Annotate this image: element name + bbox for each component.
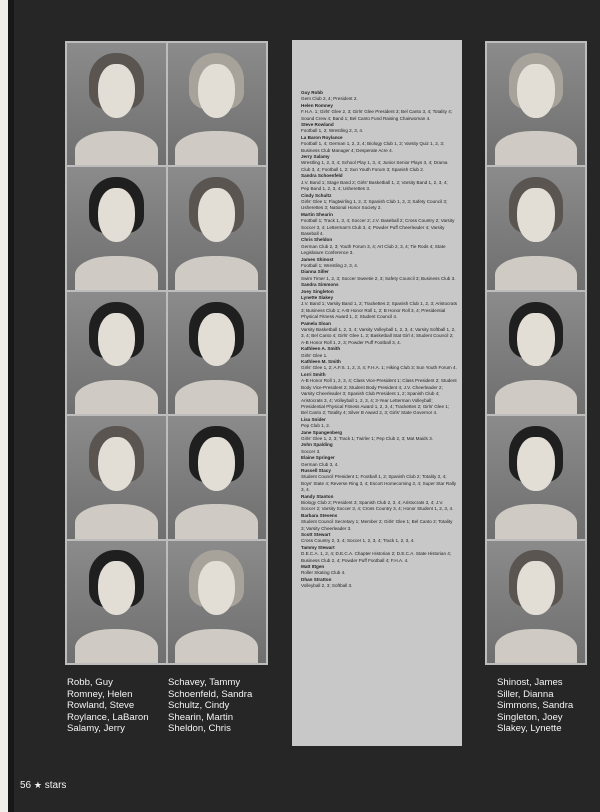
entry-text: Football 1, 4; German 1, 2, 3, 4; Biology Club 1, 2; Varsity Quiz 1, 2, 3; Business Club Manager 4; Desperate Acre 4. xyxy=(301,141,445,153)
entry-name: Elaine Springer xyxy=(301,455,335,461)
student-name: Slakey, Lynette xyxy=(497,723,562,735)
portrait-photo xyxy=(168,416,267,538)
portrait-photo xyxy=(67,43,166,165)
entry-name: Lynette Slakey xyxy=(301,295,334,300)
entry-name: Helen Romney xyxy=(301,102,333,108)
entry-text: Soccer 3. xyxy=(301,448,321,454)
activity-entry xyxy=(301,173,457,192)
portrait-photo xyxy=(168,43,267,165)
page-edge xyxy=(0,0,8,812)
activity-entry xyxy=(301,359,457,372)
activity-entry xyxy=(301,417,457,430)
student-name: Sheldon, Chris xyxy=(168,723,231,735)
portrait-photo xyxy=(487,43,585,165)
section-name: stars xyxy=(44,780,67,791)
entry-text: Girls' Glee 1; Flagtwirling 1, 2, 3; Spanish Club 1, 2, 3; Safety Council 3; Usherettes 3; National Honor Society 2. xyxy=(301,198,448,211)
entry-text: Football 1, 2; Wrestling 2, 3, 4. xyxy=(301,128,364,134)
photo-grid-left xyxy=(65,41,268,665)
entry-text: J.V. Band 1; Varsity Band 1, 2; Trackettes 2; Spanish Club 1, 2, 3; Aristocrats 3; Business Club 1; A-B Honor Roll 1, 2; B Honor Roll 3, 4; Presidential Physical Fitness Award 1, 2; Student Council 4. xyxy=(301,301,458,320)
entry-text: German Club 2, 3; Youth Forum 3, 4; Art Club 2, 3, 4; Tie Rods 4; State Legislature Conference 3. xyxy=(301,243,446,256)
entry-text: Roller Skating Club 4. xyxy=(301,570,346,576)
activity-entry xyxy=(301,564,457,577)
student-name: Rowland, Steve xyxy=(67,700,135,712)
student-name: Salamy, Jerry xyxy=(67,723,125,735)
entry-name: James Shinost xyxy=(301,256,334,262)
entry-text: A-B Honor Roll 1, 2, 3, 4; Class Vice-President 1; Class President 2; Student Body Vice-President 2; Student Body President 4; J.V. Cheerleader 2; Varsity Cheerleader 3; Spanish Club President 1, 2; Spanish Club 4; Aristocrats 3, 4; Volleyball 1, 2, 3, 4; 3-Year Letterman Volleyball; Presidential Physical Fitness Award 1, 2, 3, 4; Trackettes 2; Girls' Glee 1; Bel Canto 2; Totality 4; Silver B Award 2, 3; Girls' State Governor 4. xyxy=(301,378,457,416)
name-list-left-2 xyxy=(168,677,252,735)
entry-name: Barbara Stevens xyxy=(301,512,338,518)
entry-text: Girls' Glee 1. xyxy=(301,352,328,358)
photo-grid-right xyxy=(485,41,587,665)
entry-name: Chris Sheldon xyxy=(301,237,333,243)
entry-name: Matt Ittgen xyxy=(301,564,325,570)
entry-name: Pamela Sloan xyxy=(301,320,331,326)
entry-text: Biology Club 2; President 3; Spanish Club 2, 3, 4; Aristocrats 3, 4; J.V. Soccer 2; Varsity Soccer 3, 4; Cross Country 3, 4; Honor Student 1, 2, 3, 4. xyxy=(301,500,454,512)
entry-text: Wrestling 1, 2, 3, 4; School Play 1, 3, 4; Junior Senior Plays 3, 4; Drama Club 3, 4; Football 1, 2; Sun Youth Forum 3; Spanish Club 2. xyxy=(301,160,448,172)
entry-name: Cindy Schultz xyxy=(301,192,332,198)
entry-text: Pep Club 1, 2. xyxy=(301,423,331,429)
activity-entry xyxy=(301,455,457,468)
page-number: 56 xyxy=(20,780,32,791)
entry-name: La Baron Roylance xyxy=(301,134,343,140)
activity-entry xyxy=(301,532,457,545)
student-name: Siller, Dianna xyxy=(497,688,554,700)
entry-name: Sandra Schoenfeld xyxy=(301,173,343,179)
portrait-photo xyxy=(168,167,267,289)
activity-entry xyxy=(301,237,457,256)
activity-entry xyxy=(301,257,457,270)
activity-entry xyxy=(301,430,457,443)
student-name: Shearin, Martin xyxy=(168,711,234,723)
entry-name: John Spalding xyxy=(301,442,333,448)
entry-text: Student Council Secretary 1; Member 2; Girls' Glee 1; Bel Canto 2; Totality 3; Varsity Cheerleader 3. xyxy=(301,519,453,531)
entry-text: Gem Club 2, 4; President 2. xyxy=(301,96,358,102)
activity-entry xyxy=(301,193,457,212)
entry-text: Football 1; Track 1, 3, 4; Soccer 2; J.V. Baseball 2; Cross Country 2; Varsity Soccer 3, 4; Letterman's Club 3, 4; Powder Puff Cheerleader 4; Varsity Baseball 4. xyxy=(301,218,455,236)
student-name: Schultz, Cindy xyxy=(168,700,230,712)
entry-name: Scott Stewart xyxy=(301,532,331,538)
activity-entry xyxy=(301,295,457,321)
activity-entry xyxy=(301,135,457,154)
entry-text: Girls' Glee 1, 2, 3; Track 1; Twirler 1; Pep Club 2, 3; Mat Maids 3. xyxy=(301,435,434,441)
portrait-photo xyxy=(168,541,267,663)
entry-name: Randy Stanton xyxy=(301,493,334,499)
entry-text: Swim Timer 1, 2, 3; Soccer Sweetie 2, 3; Safety Council 3; Business Club 3. xyxy=(301,275,456,281)
entry-name: Jane Spangenberg xyxy=(301,429,343,435)
entry-name: Jerry Salamy xyxy=(301,154,330,160)
entry-name: Joey Singleton xyxy=(301,288,334,294)
entry-name: Martin Shearin xyxy=(301,211,333,217)
portrait-photo xyxy=(487,292,585,414)
portrait-photo xyxy=(168,292,267,414)
portrait-photo xyxy=(487,167,585,289)
activities-column xyxy=(292,40,462,746)
student-name: Singleton, Joey xyxy=(497,711,563,723)
page-binding xyxy=(8,0,14,812)
entry-text: Volleyball 2, 3; Softball 3. xyxy=(301,583,353,589)
portrait-photo xyxy=(67,416,166,538)
activity-entry xyxy=(301,442,457,455)
entry-text: D.E.C.A. 1, 2, 4; D.E.C.A. Chapter Historian 2; D.E.C.A. State Historian 4; Business Club 2, 4; Powder Puff Football 4; F.H.A. 4. xyxy=(301,551,452,563)
entry-name: Russell Stacy xyxy=(301,467,331,473)
activity-entry xyxy=(301,90,457,103)
entry-name: Kathleen A. Smith xyxy=(301,346,341,352)
activity-entry xyxy=(301,372,457,417)
entry-name: Dianna Siller xyxy=(301,269,329,275)
portrait-photo xyxy=(67,167,166,289)
entry-name: Tammy Stewart xyxy=(301,544,335,550)
entry-text: Cross Country 2, 3, 4; Soccer 1, 2, 3, 4; Track 1, 2, 3, 4. xyxy=(301,538,415,544)
entry-text: German Club 3, 4. xyxy=(301,461,339,467)
activity-entry xyxy=(301,269,457,282)
activity-entry xyxy=(301,154,457,173)
student-name: Schavey, Tammy xyxy=(168,677,241,688)
portrait-photo xyxy=(67,541,166,663)
portrait-photo xyxy=(487,541,585,663)
activity-entry xyxy=(301,122,457,135)
activity-entry xyxy=(301,103,457,122)
entry-text: Girls' Glee 1, 2; A.F.S. 1, 2, 3, 4; F.H.A. 1; Hiking Club 3; Sun Youth Forum 4. xyxy=(301,365,457,371)
entry-text: F.H.A. 1; Girls' Glee 2, 3; Girls' Glee President 3; Bel Canto 3, 4; Totality 4; Sound Crew 4; Band 1; Bel Canto Fund Raising Chairwoman 4. xyxy=(301,109,453,121)
student-name: Roylance, LaBaron xyxy=(67,711,149,723)
entry-name: Kathleen M. Smith xyxy=(301,359,341,365)
entry-name: Lorri Smith xyxy=(301,371,326,377)
entry-name: Steve Rowland xyxy=(301,122,334,128)
student-name: Romney, Helen xyxy=(67,688,133,700)
entry-text: Football 1; Wrestling 2, 3, 4. xyxy=(301,262,359,268)
entry-text: Varsity Basketball 1, 2, 3, 4; Varsity Volleyball 1, 2, 3, 4; Varsity Softball 1, 2, 3, 4; Bel Canto 4; Girls' Glee 1, 2; Basketball Stat Girl 4; Student Council 2; A-B Honor Roll 1, 2, 3; Powder Puff Football 3, 4. xyxy=(301,327,456,345)
entry-name: Dhan Stratton xyxy=(301,576,332,582)
student-name: Simmons, Sandra xyxy=(497,700,574,712)
student-name: Schoenfeld, Sandra xyxy=(168,688,253,700)
name-list-right xyxy=(497,677,573,735)
entry-name: Lisa Snider xyxy=(301,416,326,422)
entry-text: J.V. Band 1; Stage Band 2; Girls' Basketball 1, 2; Varsity Band 1, 2, 3, 4; Pep Band 1, 2, 3, 4; Usherettes 3. xyxy=(301,179,448,192)
activity-entry xyxy=(301,513,457,532)
activity-entry xyxy=(301,212,457,238)
student-name: Robb, Guy xyxy=(67,677,113,688)
activity-entry xyxy=(301,346,457,359)
student-name: Shinost, James xyxy=(497,677,563,688)
activity-entry xyxy=(301,494,457,513)
portrait-photo xyxy=(487,416,585,538)
entry-text: Student Council President 1; Football 1, 2; Spanish Club 2; Totality 3, 4; Boys' State 4; Reverse Ring 3, 4; Escort Homecoming 3, 4; Super Star Rally 3, 4. xyxy=(301,474,457,493)
activity-entry xyxy=(301,321,457,347)
activity-entry xyxy=(301,468,457,494)
entry-name: Sandra Simmons xyxy=(301,282,339,288)
activity-entry xyxy=(301,577,457,590)
portrait-photo xyxy=(67,292,166,414)
entry-name: Guy Robb xyxy=(301,90,323,95)
activity-entry xyxy=(301,545,457,564)
name-list-left-1 xyxy=(67,677,149,735)
star-icon: ★ xyxy=(33,780,42,790)
page-footer xyxy=(20,780,66,791)
